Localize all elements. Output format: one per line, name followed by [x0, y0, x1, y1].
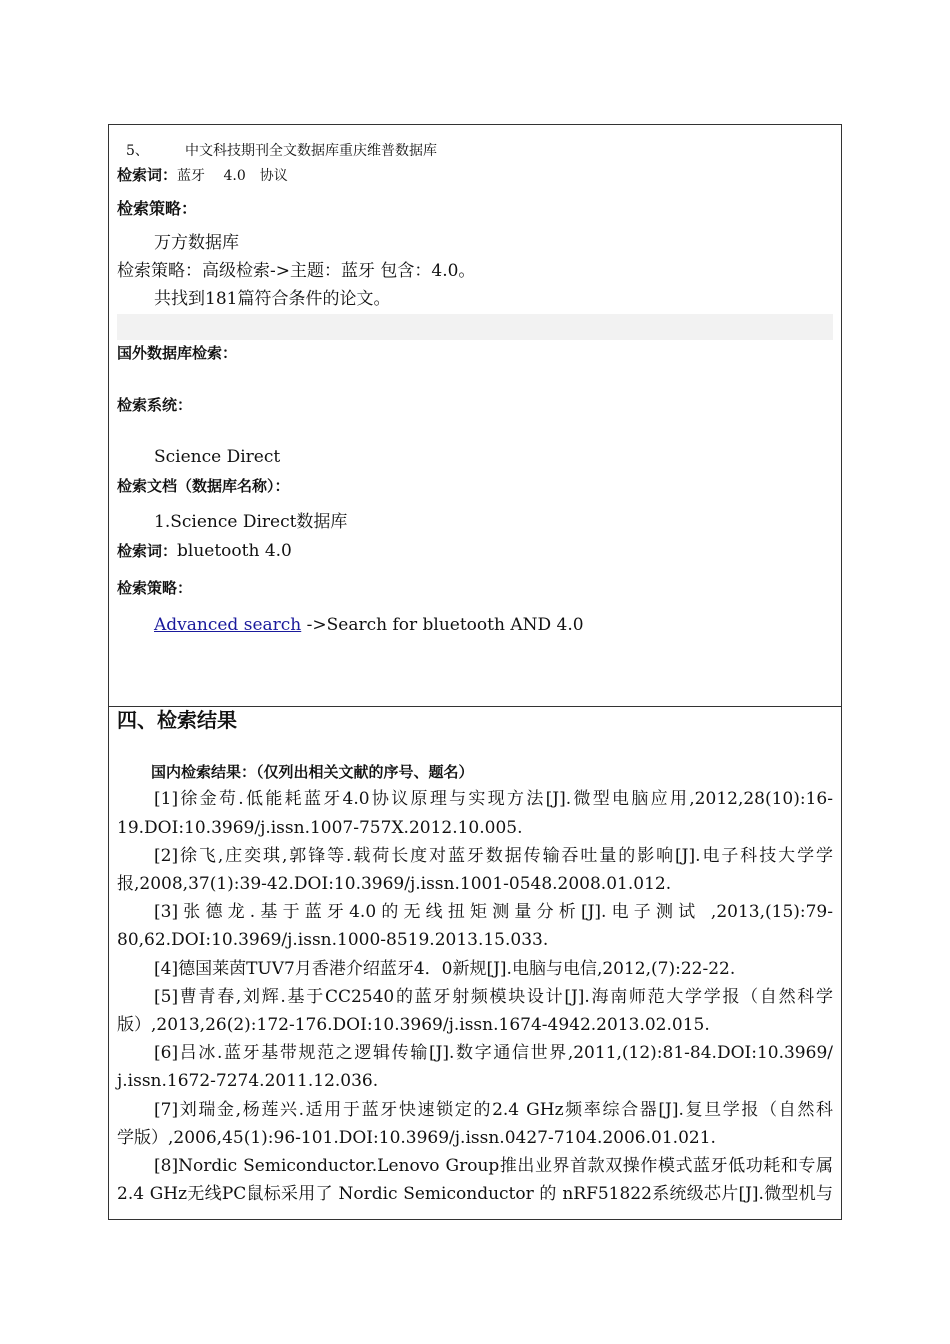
ref-line-11: j.issn.1672-7274.2011.12.036. — [117, 1071, 379, 1091]
ref-line-13: 学版）,2006,45(1):96-101.DOI:10.3969/j.issn.0427-7104.2006.01.021. — [117, 1128, 716, 1148]
ref-line-9: 版）,2013,26(2):172-176.DOI:10.3969/j.issn.1674-4942.2013.02.015. — [117, 1015, 710, 1035]
ref-line-7: [4]德国莱茵TUV7月香港介绍蓝牙4．0新规[J].电脑与电信,2012,(7):22-22. — [154, 959, 736, 979]
system-value: Science Direct — [154, 447, 281, 467]
results-heading: 四、检索结果 — [117, 708, 237, 732]
ref-line-6: 80,62.DOI:10.3969/j.issn.1000-8519.2013.15.033. — [117, 930, 549, 950]
wanfang-result: 共找到181篇符合条件的论文。 — [154, 289, 391, 309]
foreign-keywords-value: bluetooth 4.0 — [177, 541, 292, 561]
ref-line-10: [6]吕冰.蓝牙基带规范之逻辑传输[J].数字通信世界,2011,(12):81-84.DOI:10.3969/ — [154, 1043, 833, 1063]
ref-line-1: [1]徐金苟.低能耗蓝牙4.0协议原理与实现方法[J].微型电脑应用,2012,28(10):16- — [154, 789, 833, 809]
advanced-search-link[interactable]: Advanced search — [154, 615, 302, 635]
advanced-search-text: ->Search for bluetooth AND 4.0 — [301, 615, 584, 635]
ref-line-15: 2.4 GHz无线PC鼠标采用了 Nordic Semiconductor 的 nRF51822系统级芯片[J].微型机与 — [117, 1184, 833, 1204]
foreign-db-label: 国外数据库检索： — [117, 344, 238, 362]
foreign-keywords-label: 检索词： — [117, 542, 178, 560]
ref-line-2: 19.DOI:10.3969/j.issn.1007-757X.2012.10.005. — [117, 818, 523, 838]
foreign-keywords-row — [117, 541, 292, 561]
ref-line-3: [2]徐飞,庄奕琪,郭锋等.载荷长度对蓝牙数据传输吞吐量的影响[J].电子科技大学学 — [154, 846, 833, 866]
shaded-row — [117, 314, 833, 340]
wanfang-strategy: 检索策略：高级检索->主题：蓝牙 包含：4.0。 — [117, 261, 476, 281]
keywords-value: 蓝牙 4.0 协议 — [177, 168, 288, 184]
system-label: 检索系统： — [117, 396, 193, 414]
wanfang-name: 万方数据库 — [154, 233, 239, 253]
ref-line-5: [3]张德龙.基于蓝牙4.0的无线扭矩测量分析[J].电子测试 ,2013,(15):79- — [154, 902, 833, 922]
db-line-number: 5、 — [126, 143, 149, 159]
doc-value: 1.Science Direct数据库 — [154, 512, 348, 532]
advanced-search-row — [154, 615, 584, 635]
strategy-label: 检索策略： — [117, 199, 198, 218]
doc-label: 检索文档（数据库名称）： — [117, 477, 290, 495]
ref-line-8: [5]曹青春,刘辉.基于CC2540的蓝牙射频模块设计[J].海南师范大学学报（自然科学 — [154, 987, 833, 1007]
ref-line-4: 报,2008,37(1):39-42.DOI:10.3969/j.issn.1001-0548.2008.01.012. — [117, 874, 672, 894]
keywords-row — [117, 165, 288, 186]
ref-line-14: [8]Nordic Semiconductor.Lenovo Group推出业界首款双操作模式蓝牙低功耗和专属 — [154, 1156, 833, 1176]
keywords-label: 检索词： — [117, 166, 178, 184]
foreign-strategy-label: 检索策略： — [117, 579, 193, 597]
domestic-results-label: 国内检索结果：（仅列出相关文献的序号、题名） — [151, 763, 474, 781]
db-line-name: 中文科技期刊全文数据库重庆维普数据库 — [185, 143, 437, 159]
ref-line-12: [7]刘瑞金,杨莲兴.适用于蓝牙快速锁定的2.4 GHz频率综合器[J].复旦学报（自然科 — [154, 1100, 833, 1120]
